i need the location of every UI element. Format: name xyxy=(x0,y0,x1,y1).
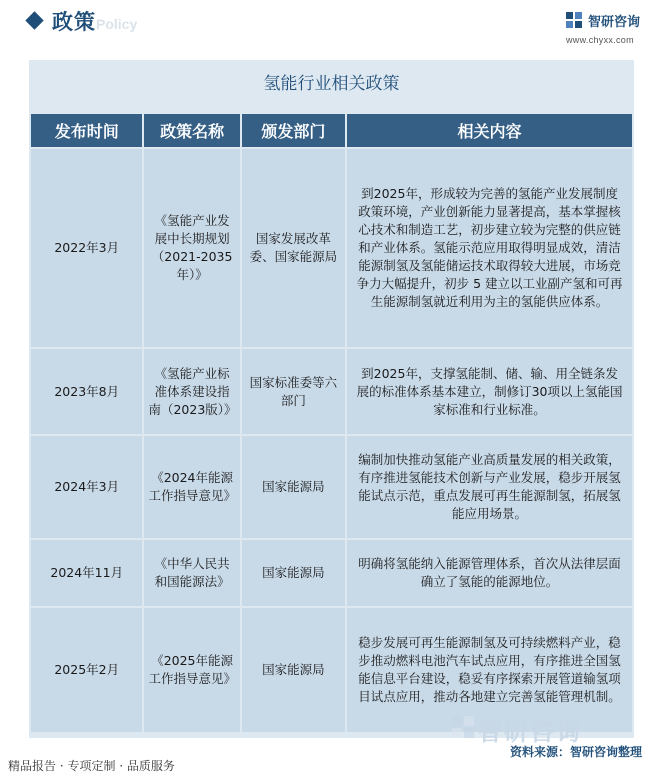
watermark-text: 智研咨询 xyxy=(478,718,582,746)
column-header-name: 政策名称 xyxy=(144,114,239,147)
section-ghost-text: Policy xyxy=(96,16,138,32)
cell-name: 《氢能产业标准体系建设指南（2023版）》 xyxy=(144,349,239,434)
cell-dept: 国家能源局 xyxy=(242,436,345,538)
cell-time: 2024年3月 xyxy=(31,436,142,538)
logo-url: www.chyxx.com xyxy=(566,35,634,45)
table-header-row xyxy=(31,114,632,147)
page-header xyxy=(0,0,664,52)
diamond-icon xyxy=(25,11,43,29)
cell-name: 《2025年能源工作指导意见》 xyxy=(144,608,239,732)
column-header-dept: 颁发部门 xyxy=(242,114,345,147)
cell-dept: 国家能源局 xyxy=(242,540,345,606)
cell-content: 到2025年，支撑氢能制、储、输、用全链条发展的标准体系基本建立，制修订30项以上氢能国家标准和行业标准。 xyxy=(347,349,632,434)
cell-content: 明确将氢能纳入能源管理体系，首次从法律层面确立了氢能的能源地位。 xyxy=(347,540,632,606)
cell-name: 《氢能产业发展中长期规划（2021-2035年）》 xyxy=(144,149,239,347)
cell-dept: 国家发展改革委、国家能源局 xyxy=(242,149,345,347)
table-title: 氢能行业相关政策 xyxy=(263,74,400,94)
table-row xyxy=(31,149,632,347)
cell-content: 编制加快推动氢能产业高质量发展的相关政策，有序推进氢能技术创新与产业发展，稳步开展氢能试点示范，重点发展可再生能源制氢，拓展氢能应用场景。 xyxy=(347,436,632,538)
table-row xyxy=(31,540,632,606)
policy-table xyxy=(29,112,634,734)
logo-name: 智研咨询 xyxy=(588,15,641,30)
logo-icon xyxy=(566,12,582,28)
cell-dept: 国家标准委等六部门 xyxy=(242,349,345,434)
watermark-logo-icon xyxy=(452,716,474,738)
cell-time: 2025年2月 xyxy=(31,608,142,732)
footer-tagline: 精品报告 · 专项定制 · 品质服务 xyxy=(8,759,175,773)
cell-time: 2022年3月 xyxy=(31,149,142,347)
column-header-time: 发布时间 xyxy=(31,114,142,147)
source-note: 资料来源：智研咨询整理 xyxy=(510,745,643,759)
cell-content: 稳步发展可再生能源制氢及可持续燃料产业，稳步推动燃料电池汽车试点应用，有序推进全国氢能信息平台建设，稳妥有序探索开展管道输氢项目试点应用，推动各地建立完善氢能管理机制。 xyxy=(347,608,632,732)
table-row xyxy=(31,436,632,538)
column-header-content: 相关内容 xyxy=(347,114,632,147)
cell-name: 《2024年能源工作指导意见》 xyxy=(144,436,239,538)
section-title: 政策 xyxy=(52,10,96,34)
cell-time: 2024年11月 xyxy=(31,540,142,606)
cell-dept: 国家能源局 xyxy=(242,608,345,732)
cell-name: 《中华人民共和国能源法》 xyxy=(144,540,239,606)
cell-content: 到2025年，形成较为完善的氢能产业发展制度政策环境，产业创新能力显著提高，基本掌握核心技术和制造工艺，初步建立较为完整的供应链和产业体系。氢能示范应用取得明显成效，清洁能源制氢及氢能储运技术取得较大进展，市场竞争力大幅提升，初步 5 建立以工业副产氢和可再生能源制氢就近利用为主的氢能供应体系。 xyxy=(347,149,632,347)
table-row xyxy=(31,349,632,434)
cell-time: 2023年8月 xyxy=(31,349,142,434)
